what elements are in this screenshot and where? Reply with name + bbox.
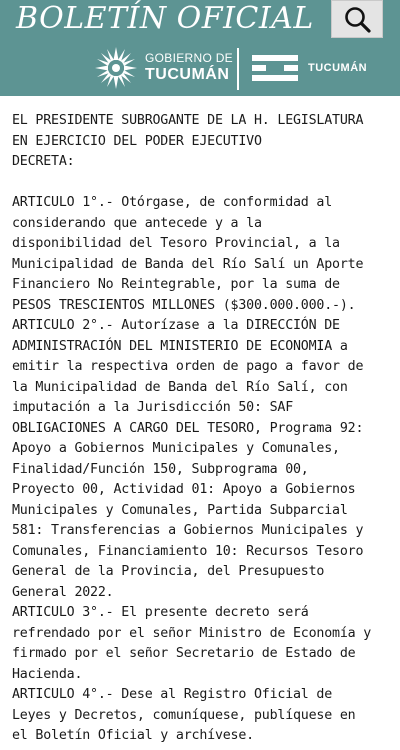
provincial-emblem-icon (252, 55, 298, 81)
decree-line: considerando que antecede y a la (12, 215, 262, 231)
decree-line: refrendado por el señor Ministro de Economía y (12, 625, 372, 641)
decree-line: 581: Transferencias a Gobiernos Municipales y (12, 523, 364, 538)
decree-line: disponibilidad del Tesoro Provincial, a la (12, 236, 340, 251)
decree-line: ARTICULO 2°.- Autorízase a la DIRECCIÓN DE (12, 318, 340, 333)
decree-line: EL PRESIDENTE SUBROGANTE DE LA H. LEGISLATURA (12, 113, 364, 128)
decree-line: PESOS TRESCIENTOS MILLONES ($300.000.000.-). (12, 297, 356, 313)
decree-line: DECRETA: (12, 154, 75, 169)
province-name: TUCUMÁN (308, 62, 368, 74)
decree-line: Financiero No Reintegrable, por la suma de (12, 277, 340, 292)
decree-line (12, 173, 396, 194)
decree-line: ARTICULO 4°.- Dese al Registro Oficial de (12, 687, 333, 702)
decree-line: EN EJERCICIO DEL PODER EJECUTIVO (12, 133, 262, 149)
decree-line: imputación a la Jurisdicción 50: SAF (12, 400, 293, 415)
decree-line: OBLIGACIONES A CARGO DEL TESORO, Programa 92: (12, 420, 364, 436)
site-header (0, 0, 400, 96)
decree-line: ARTICULO 1°.- Otórgase, de conformidad al (12, 195, 333, 210)
decree-line: ARTICULO 3°.- El presente decreto será (12, 605, 309, 620)
decree-line: General de la Provincia, del Presupuesto (12, 564, 325, 579)
gobierno-logo-icon (94, 46, 138, 90)
decree-line: Comunales, Financiamiento 10: Recursos Tesoro (12, 543, 364, 559)
gobierno-wordmark-line2: TUCUMÁN (145, 66, 230, 83)
gobierno-wordmark (145, 52, 233, 83)
decree-line: Proyecto 00, Actividad 01: Apoyo a Gobiernos (12, 482, 356, 497)
decree-line: Municipales y Comunales, Partida Subparcial (12, 502, 348, 518)
decree-line: la Municipalidad de Banda del Río Salí, con (12, 379, 348, 395)
decree-line: General 2022. (12, 584, 114, 600)
decree-text (12, 111, 396, 747)
gobierno-wordmark-line1: GOBIERNO DE (145, 51, 233, 65)
decree-line: Hacienda. (12, 666, 83, 682)
search-button[interactable] (331, 0, 383, 38)
site-title[interactable]: BOLETÍN OFICIAL (16, 1, 314, 36)
decree-line: Finalidad/Función 150, Subprograma 00, (12, 461, 309, 477)
decree-line: ADMINISTRACIÓN DEL MINISTERIO DE ECONOMIA a (12, 338, 348, 354)
search-icon (343, 6, 373, 34)
decree-line: firmado por el señor Secretario de Estado de (12, 646, 356, 661)
decree-line: Leyes y Decretos, comuníquese, publíquese en (12, 707, 356, 723)
decree-line: el Boletín Oficial y archívese. (12, 728, 254, 743)
decree-line: Apoyo a Gobiernos Municipales y Comunales, (12, 441, 340, 456)
decree-line: Municipalidad de Banda del Río Salí un Aporte (12, 256, 364, 272)
header-divider (237, 48, 239, 90)
decree-line: emitir la respectiva orden de pago a favor de (12, 359, 364, 374)
